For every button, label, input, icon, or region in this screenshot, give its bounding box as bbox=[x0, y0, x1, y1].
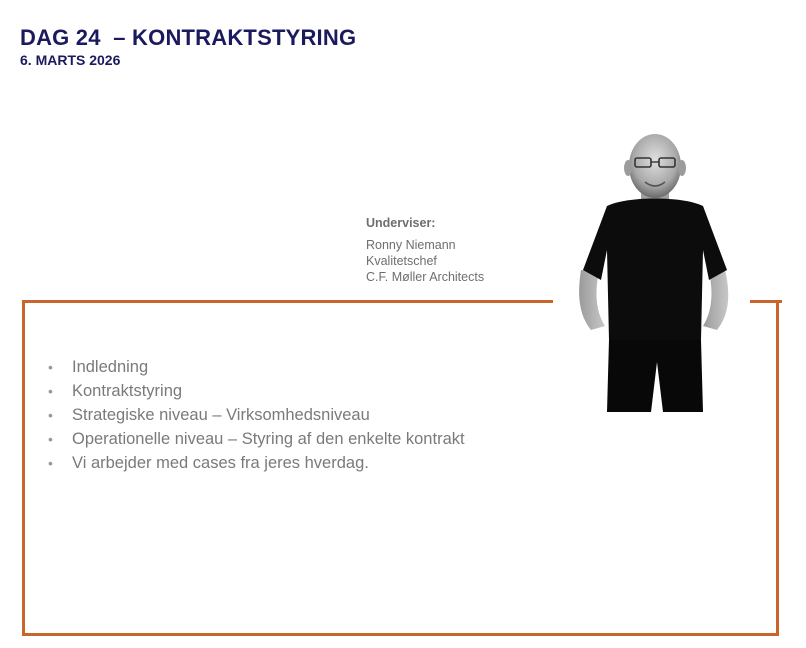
instructor-name: Ronny Niemann bbox=[366, 238, 456, 252]
agenda-item: • Kontraktstyring bbox=[48, 379, 465, 403]
instructor-photo bbox=[565, 130, 745, 412]
instructor-label: Underviser: bbox=[366, 216, 436, 230]
agenda-item: • Strategiske niveau – Virksomhedsniveau bbox=[48, 403, 465, 427]
agenda-item: • Vi arbejder med cases fra jeres hverdag. bbox=[48, 451, 465, 475]
instructor-role: Kvalitetschef bbox=[366, 254, 437, 268]
instructor-info bbox=[366, 215, 484, 285]
slide-title: DAG 24 – KONTRAKTSTYRING bbox=[20, 25, 357, 50]
frame-top-border-right bbox=[750, 300, 782, 303]
instructor-company: C.F. Møller Architects bbox=[366, 270, 485, 284]
slide-date: 6. MARTS 2026 bbox=[20, 52, 121, 68]
agenda-item: • Operationelle niveau – Styring af den enkelte kontrakt bbox=[48, 427, 465, 451]
frame-top-border-left bbox=[22, 300, 553, 303]
agenda-list bbox=[48, 355, 465, 475]
slide-header bbox=[20, 24, 356, 68]
agenda-item: • Indledning bbox=[48, 355, 465, 379]
